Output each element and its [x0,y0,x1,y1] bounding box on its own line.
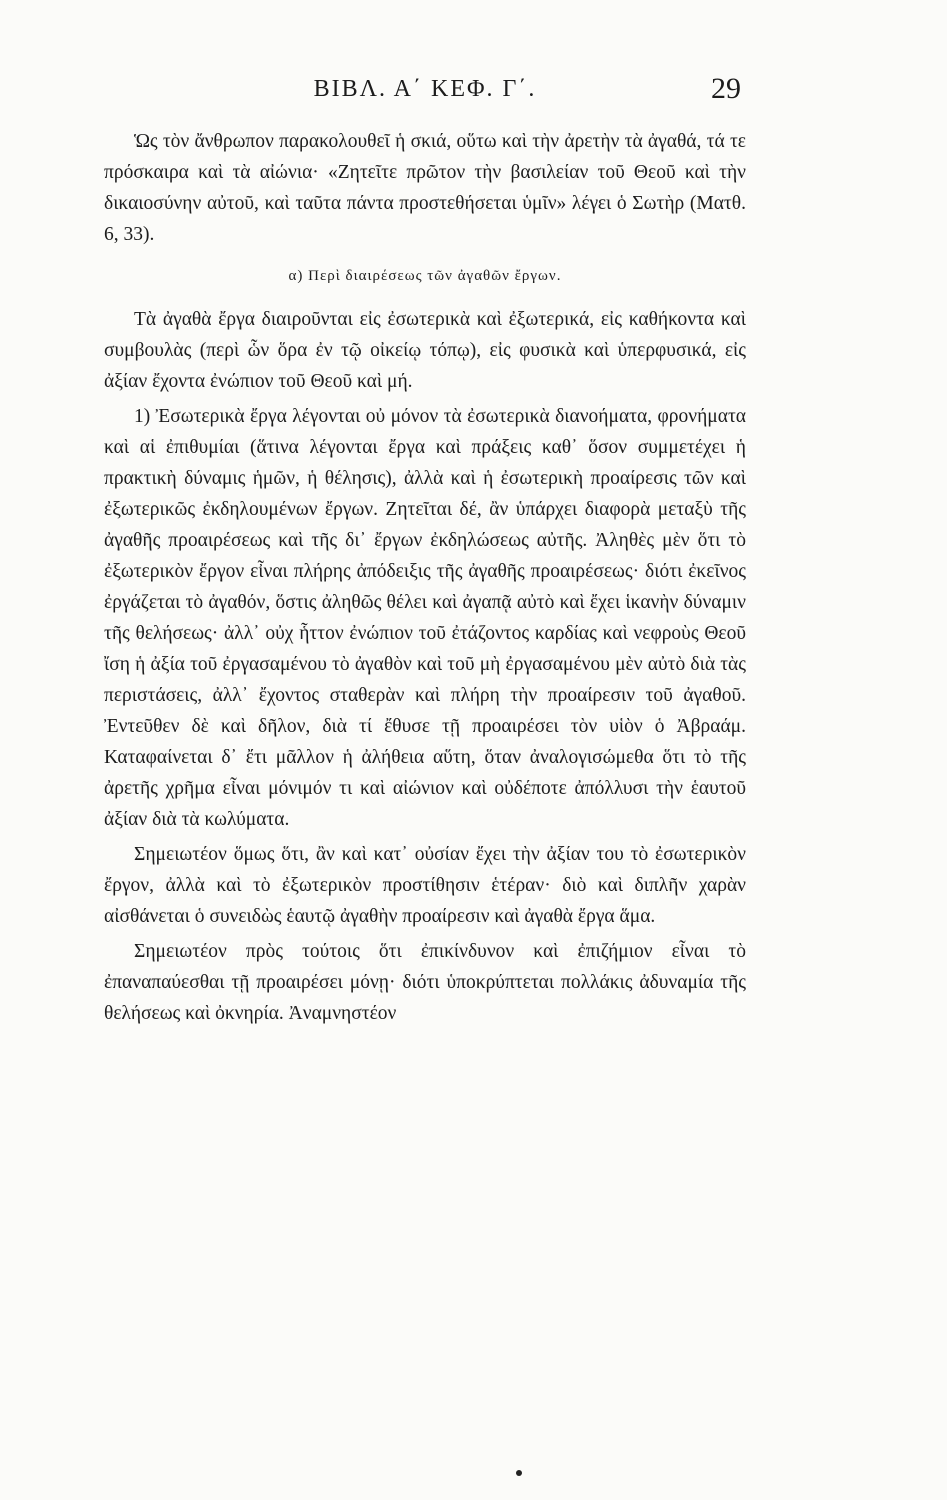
paragraph-note-1: Σημειωτέον ὅμως ὅτι, ἂν καὶ κατ᾽ οὐσίαν ἔχει τὴν ἀξίαν του τὸ ἐσωτερικὸν ἔργον, ἀλλὰ καὶ τὸ ἐξωτερικὸν προστίθησιν ἑτέραν· διὸ καὶ διπλῆν χαρὰν αἰσθάνεται ὁ συνειδὼς ἑαυτῷ ἀγαθὴν προαίρεσιν καὶ ἀγαθὰ ἔργα ἅμα. [104,844,746,927]
paragraph-note-2: Σημειωτέον πρὸς τούτοις ὅτι ἐπικίνδυνον καὶ ἐπιζήμιον εἶναι τὸ ἐπαναπαύεσθαι τῇ προαιρέσει μόνῃ· διότι ὑποκρύπτεται πολλάκις ἀδυναμία τῆς θελήσεως καὶ ὀκνηρία. Ἀναμνηστέον [104,941,746,1024]
ink-dot-mark [516,1470,522,1476]
paragraph-inner-works: 1) Ἐσωτερικὰ ἔργα λέγονται οὐ μόνον τὰ ἐσωτερικὰ διανοήματα, φρονήματα καὶ αἱ ἐπιθυμίαι (ἅτινα λέγονται ἔργα καὶ πράξεις καθ᾽ ὅσον συμμετέχει ἡ πρακτικὴ δύναμις ἡμῶν, ἡ θέλησις), ἀλλὰ καὶ ἡ ἐσωτερικὴ προαίρεσις τῶν καὶ ἐξωτερικῶς ἐκδηλουμένων ἔργων. Ζητεῖται δέ, ἂν ὑπάρχει διαφορὰ μεταξὺ τῆς ἀγαθῆς προαιρέσεως καὶ τῆς δι᾽ ἔργων ἐκδηλώσεως αὐτῆς. Ἀληθὲς μὲν ὅτι τὸ ἐξωτερικὸν ἔργον εἶναι πλήρης ἀπόδειξις τῆς ἀγαθῆς προαιρέσεως· διότι ἐκεῖνος ἐργάζεται τὸ ἀγαθόν, ὅστις ἀληθῶς θέλει καὶ ἀγαπᾷ αὐτὸ καὶ ἔχει ἱκανὴν δύναμιν τῆς θελήσεως· ἀλλ᾽ οὐχ ἧττον ἐνώπιον τοῦ ἐτάζοντος καρδίας καὶ νεφροὺς Θεοῦ ἴση ἡ ἀξία τοῦ ἐργασαμένου τὸ ἀγαθὸν καὶ τοῦ μὴ ἐργασαμένου μὲν αὐτὸ διὰ τὰς περιστάσεις, ἀλλ᾽ ἔχοντος σταθερὰν καὶ πλήρη τὴν προαίρεσιν τοῦ ἀγαθοῦ. Ἐντεῦθεν δὲ καὶ δῆλον, διὰ τί ἔθυσε τῇ προαιρέσει τὸν υἱὸν ὁ Ἀβραάμ. Καταφαίνεται δ᾽ ἔτι μᾶλλον ἡ ἀλήθεια αὕτη, ὅταν ἀναλογισώμεθα ὅτι τὸ τῆς ἀρετῆς χρῆμα εἶναι μόνιμόν τι καὶ αἰώνιον καὶ οὐδέποτε ἀπόλλυσι τὴν ἑαυτοῦ ἀξίαν διὰ τὰ κωλύματα. [104,406,746,830]
paragraph-division: Τὰ ἀγαθὰ ἔργα διαιροῦνται εἰς ἐσωτερικὰ καὶ ἐξωτερικά, εἰς καθήκοντα καὶ συμβουλὰς (περὶ ὧν ὅρα ἐν τῷ οἰκείῳ τόπῳ), εἰς φυσικὰ καὶ ὑπερφυσικά, εἰς ἀξίαν ἔχοντα ἐνώπιον τοῦ Θεοῦ καὶ μή. [104,309,746,392]
running-head: ΒΙΒΛ. Α΄ ΚΕΦ. Γ΄. [313,76,537,102]
section-subheading: α) Περὶ διαιρέσεως τῶν ἀγαθῶν ἔργων. [288,268,562,284]
paragraph-intro: Ὡς τὸν ἄνθρωπον παρακολουθεῖ ἡ σκιά, οὕτω καὶ τὴν ἀρετὴν τὰ ἀγαθά, τά τε πρόσκαιρα καὶ τὰ αἰώνια· «Ζητεῖτε πρῶτον τὴν βασιλείαν τοῦ Θεοῦ καὶ τὴν δικαιοσύνην αὐτοῦ, καὶ ταῦτα πάντα προστεθήσεται ὑμῖν» λέγει ὁ Σωτὴρ (Ματθ. 6, 33). [104,131,746,245]
page-header [105,72,745,112]
page-body [104,126,746,1029]
page-number: 29 [711,72,741,105]
